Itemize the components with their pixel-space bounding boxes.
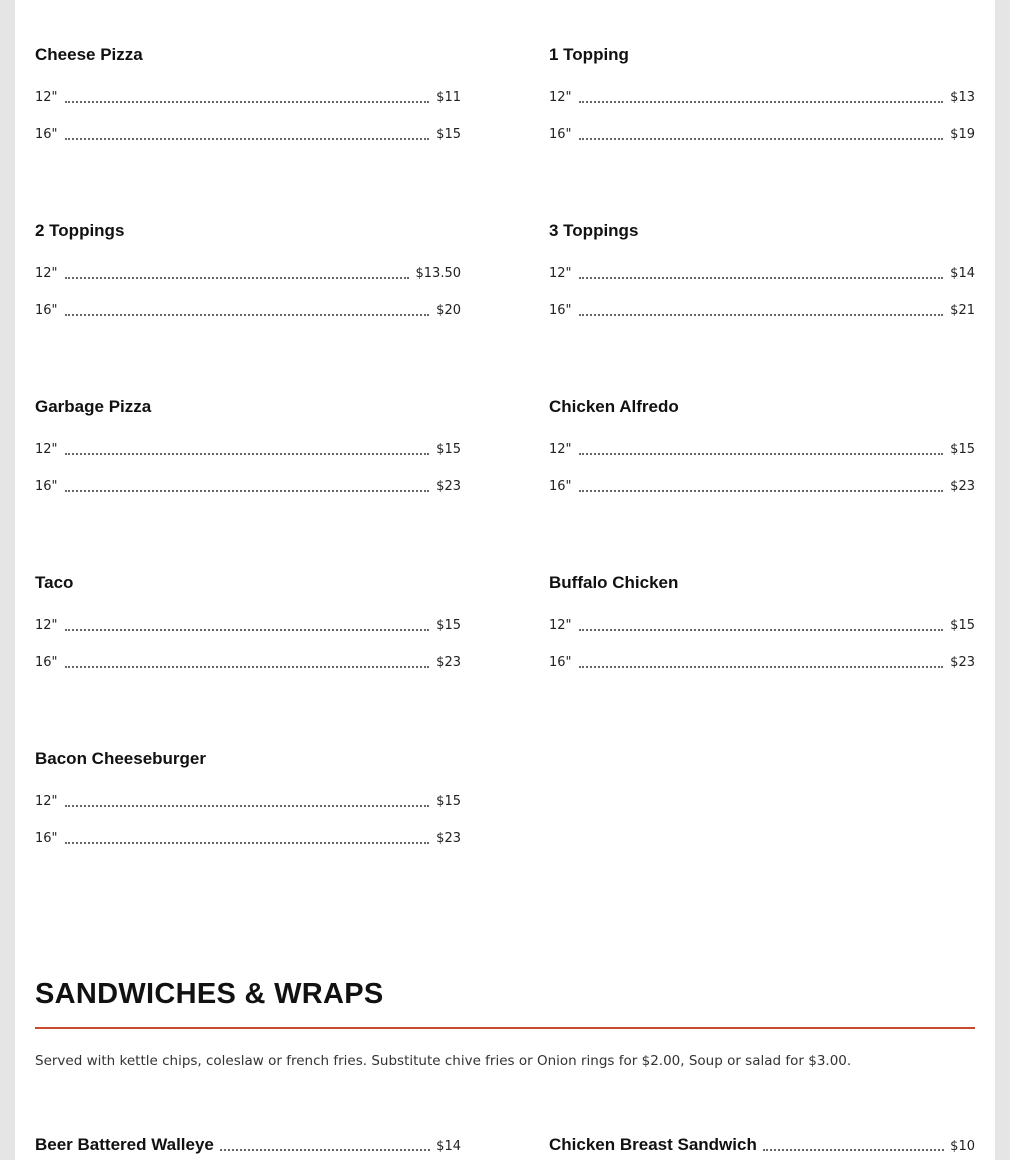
price: $15	[436, 618, 461, 633]
price-row	[35, 617, 461, 635]
section-divider	[35, 1027, 975, 1029]
dot-leader	[65, 489, 430, 492]
price-row	[549, 89, 975, 107]
price: $10	[950, 1139, 975, 1154]
dot-leader	[579, 313, 944, 316]
price-row	[549, 126, 975, 144]
menu-item	[549, 1135, 975, 1157]
item-name: Buffalo Chicken	[549, 573, 679, 592]
price: $15	[950, 618, 975, 633]
menu-item	[35, 573, 461, 670]
size-label: 12"	[549, 442, 572, 457]
section-title: SANDWICHES & WRAPS	[35, 978, 384, 1010]
price: $20	[436, 303, 461, 318]
size-label: 16"	[35, 479, 58, 494]
section-description: Served with kettle chips, coleslaw or french fries. Substitute chive fries or Onion rings for $2.00, Soup or salad for $3.00.	[35, 1053, 852, 1069]
size-label: 12"	[549, 266, 572, 281]
price: $14	[950, 266, 975, 281]
price-row	[549, 654, 975, 672]
price-row	[35, 441, 461, 459]
menu-item	[549, 45, 975, 142]
item-name: Beer Battered Walleye	[35, 1135, 214, 1154]
item-name: 3 Toppings	[549, 221, 639, 240]
size-label: 16"	[35, 127, 58, 142]
price-row	[35, 89, 461, 107]
item-name: Chicken Alfredo	[549, 397, 679, 416]
price-row	[35, 793, 461, 811]
size-label: 12"	[35, 266, 58, 281]
item-name: 2 Toppings	[35, 221, 125, 240]
dot-leader	[65, 665, 430, 668]
item-name: Chicken Breast Sandwich	[549, 1135, 757, 1154]
dot-leader	[65, 276, 409, 279]
price: $14	[436, 1139, 461, 1154]
size-label: 16"	[35, 303, 58, 318]
size-label: 12"	[35, 794, 58, 809]
price: $23	[436, 655, 461, 670]
price: $15	[950, 442, 975, 457]
price: $15	[436, 794, 461, 809]
dot-leader	[579, 628, 944, 631]
item-name: Garbage Pizza	[35, 397, 152, 416]
dot-leader	[65, 804, 430, 807]
price: $23	[436, 831, 461, 846]
menu-page	[15, 0, 995, 1160]
menu-item	[549, 397, 975, 494]
price: $13.50	[415, 266, 461, 281]
dot-leader	[579, 665, 944, 668]
price: $19	[950, 127, 975, 142]
menu-item	[549, 573, 975, 670]
size-label: 16"	[549, 127, 572, 142]
price-row	[35, 265, 461, 283]
price-row	[549, 302, 975, 320]
dot-leader	[579, 276, 944, 279]
item-name: 1 Topping	[549, 45, 629, 64]
price: $11	[436, 90, 461, 105]
dot-leader	[65, 137, 430, 140]
size-label: 16"	[549, 303, 572, 318]
price: $13	[950, 90, 975, 105]
price-row	[35, 830, 461, 848]
size-label: 16"	[549, 655, 572, 670]
menu-item	[35, 397, 461, 494]
price: $15	[436, 127, 461, 142]
dot-leader	[579, 100, 944, 103]
price: $21	[950, 303, 975, 318]
item-name: Taco	[35, 573, 74, 592]
size-label: 12"	[35, 618, 58, 633]
dot-leader	[65, 313, 430, 316]
price: $23	[950, 479, 975, 494]
dot-leader	[65, 452, 430, 455]
price: $23	[950, 655, 975, 670]
size-label: 12"	[549, 618, 572, 633]
size-label: 16"	[549, 479, 572, 494]
price: $23	[436, 479, 461, 494]
dot-leader	[579, 489, 944, 492]
dot-leader	[763, 1148, 944, 1151]
price-row	[549, 441, 975, 459]
size-label: 12"	[549, 90, 572, 105]
price: $15	[436, 442, 461, 457]
dot-leader	[579, 452, 944, 455]
menu-item	[35, 221, 461, 318]
price-row	[549, 478, 975, 496]
price-row	[35, 654, 461, 672]
dot-leader	[65, 100, 430, 103]
menu-item	[549, 221, 975, 318]
price-row	[549, 265, 975, 283]
menu-item	[35, 45, 461, 142]
menu-item	[35, 749, 461, 846]
price-row	[35, 478, 461, 496]
menu-item	[35, 1135, 461, 1157]
dot-leader	[220, 1148, 430, 1151]
price-row	[35, 302, 461, 320]
size-label: 16"	[35, 655, 58, 670]
item-name: Cheese Pizza	[35, 45, 143, 64]
item-name: Bacon Cheeseburger	[35, 749, 206, 768]
size-label: 12"	[35, 442, 58, 457]
dot-leader	[65, 628, 430, 631]
price-row	[35, 126, 461, 144]
price-row	[549, 617, 975, 635]
dot-leader	[65, 841, 430, 844]
dot-leader	[579, 137, 944, 140]
size-label: 12"	[35, 90, 58, 105]
size-label: 16"	[35, 831, 58, 846]
